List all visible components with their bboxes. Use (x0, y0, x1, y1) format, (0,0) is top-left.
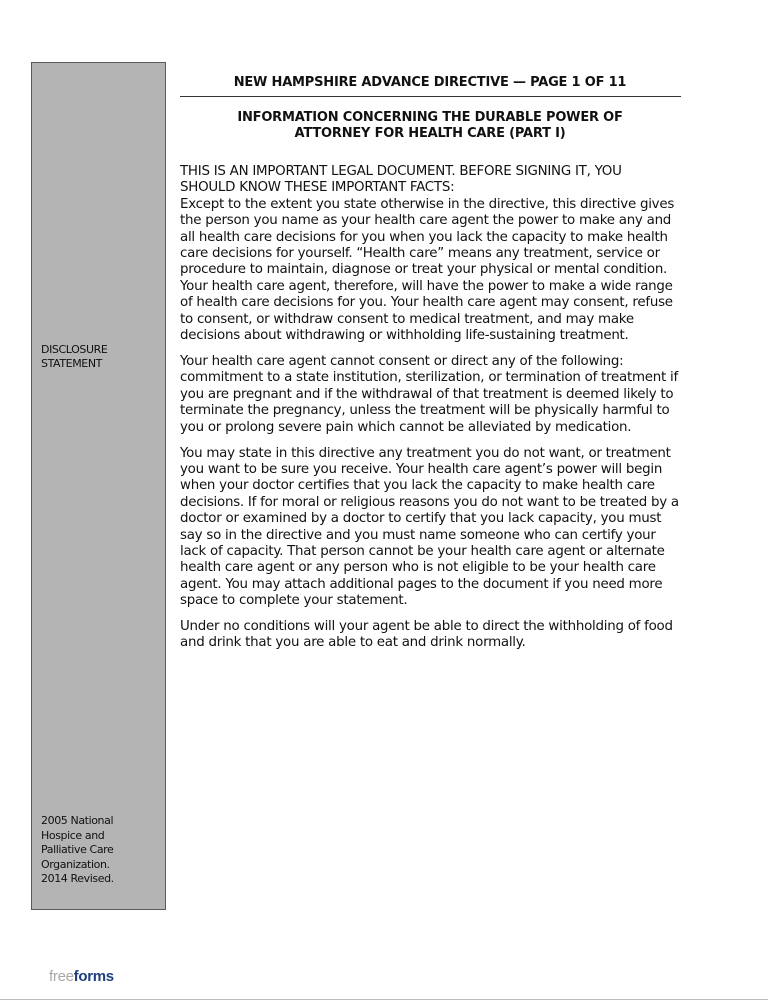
body-paragraph: You may state in this directive any treatment you do not want, or treatment you want to be sure you receive. Your health care agent’s power will begin when your doctor certifies that you lack the capacity to make health care decisions. If for moral or religious reasons you do not want to be treated by a doctor or examined by a doctor to certify that you lack capacity, you must say so in the directive and you must name someone who can certify your lack of capacity. That person cannot be your health care agent or alternate health care agent or any person who is not eligible to be your health care agent. You may attach additional pages to the document if you need more space to complete your statement. (180, 445, 679, 609)
section-title-line2: ATTORNEY FOR HEALTH CARE (PART I) (294, 126, 566, 141)
document-body (180, 164, 680, 661)
credit-line: 2005 National (41, 814, 114, 827)
body-paragraph: Under no conditions will your agent be able to direct the withholding of food and drink that you are able to eat and drink normally. (180, 619, 673, 651)
footer-divider (0, 999, 768, 1000)
credit-line: 2014 Revised. (41, 872, 114, 885)
copyright-credit (41, 814, 114, 887)
logo-text-free: free (49, 968, 74, 985)
section-title (180, 110, 680, 142)
logo-text-forms: forms (73, 968, 114, 985)
section-title-line1: INFORMATION CONCERNING THE DURABLE POWER OF (237, 110, 623, 125)
disclosure-label-line2: STATEMENT (41, 356, 102, 370)
freeforms-logo (49, 968, 114, 985)
sidebar-panel (31, 62, 166, 910)
page-header-title: NEW HAMPSHIRE ADVANCE DIRECTIVE — PAGE 1 OF 11 (233, 75, 627, 90)
credit-line: Organization. (41, 857, 110, 871)
body-paragraph: Your health care agent cannot consent or direct any of the following: commitment to a state institution, sterilization, or termination of treatment if you are pregnant and if the withdrawal of that treatment is deemed likely to terminate the pregnancy, unless the treatment will be physically harmful to you or prolong severe pain which cannot be alleviated by medication. (180, 353, 678, 435)
credit-line: Palliative Care (41, 843, 114, 856)
disclosure-label-line1: DISCLOSURE (41, 343, 108, 356)
disclosure-statement-label (41, 343, 107, 370)
header-divider (180, 96, 681, 97)
intro-heading: THIS IS AN IMPORTANT LEGAL DOCUMENT. BEFORE SIGNING IT, YOU SHOULD KNOW THESE IMPORTANT FACTS: (180, 164, 622, 196)
credit-line: Hospice and (41, 828, 105, 842)
body-paragraph: Except to the extent you state otherwise in the directive, this directive gives the person you name as your health care agent the power to make any and all health care decisions for you when you lack the capacity to make health care decisions for yourself. “Health care” means any treatment, service or procedure to maintain, diagnose or treat your physical or mental condition. Your health care agent, therefore, will have the power to make a wide range of health care decisions for you. Your health care agent may consent, refuse to consent, or withdraw consent to medical treatment, and may make decisions about withdrawing or withholding life-sustaining treatment. (180, 196, 675, 344)
